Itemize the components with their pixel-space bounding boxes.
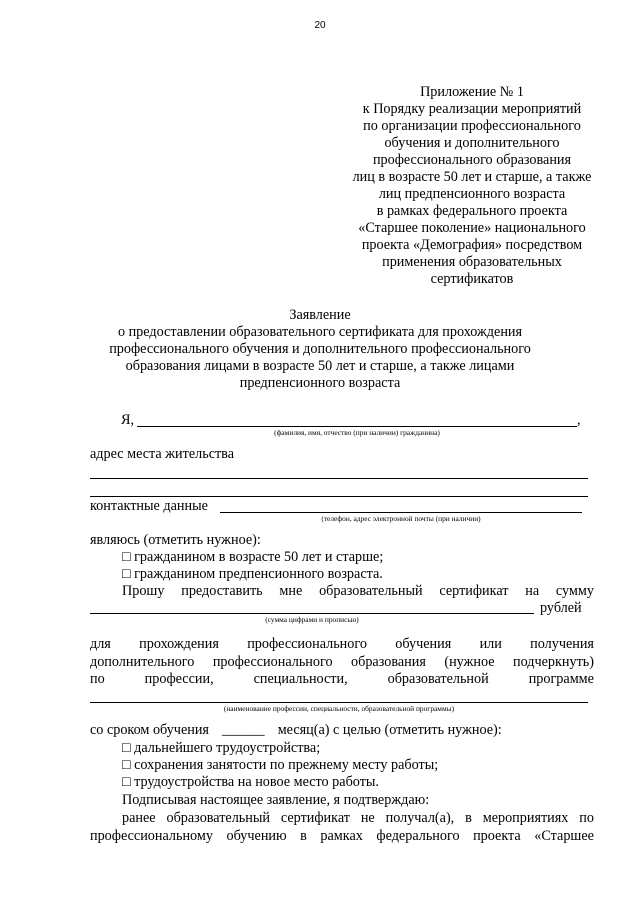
purpose-word: профессионального xyxy=(247,636,367,652)
term-suffix: месяц(а) с целью (отметить нужное): xyxy=(277,722,502,738)
goal-option-new-job[interactable]: □ трудоустройства на новое место работы. xyxy=(122,774,379,790)
confirm-word: «Старшее xyxy=(534,828,594,844)
appendix-line: в рамках федерального проекта xyxy=(376,203,568,219)
appendix-line: сертификатов xyxy=(430,271,514,287)
appendix-line: обучения и дополнительного xyxy=(384,135,560,151)
application-title: Заявление xyxy=(289,307,351,323)
confirm-word: проекта xyxy=(473,828,521,844)
purpose-word: прохождения xyxy=(139,636,219,652)
purpose-line-1 xyxy=(90,636,594,653)
appendix-line: профессионального образования xyxy=(372,152,572,168)
appendix-line: применения образовательных xyxy=(382,254,562,270)
purpose-line-3 xyxy=(90,671,594,688)
confirm-word: мероприятиях xyxy=(482,810,569,826)
i-label: Я, xyxy=(121,412,135,428)
sum-input-line[interactable] xyxy=(90,613,534,614)
sum-hint: (сумма цифрами и прописью) xyxy=(265,615,359,624)
purpose-word: обучения xyxy=(395,636,452,652)
confirm-word: ранее xyxy=(122,810,156,826)
request-word: сумму xyxy=(555,583,594,599)
request-word: Прошу xyxy=(122,583,165,599)
request-line xyxy=(122,583,594,600)
name-input-line[interactable] xyxy=(137,426,577,427)
request-word: предоставить xyxy=(181,583,263,599)
request-word: на xyxy=(525,583,540,599)
confirm-word: сертификат xyxy=(280,810,350,826)
confirm-word: образовательный xyxy=(166,810,270,826)
confirm-line-2 xyxy=(90,828,594,845)
confirm-line-1 xyxy=(122,810,594,827)
confirm-word: в xyxy=(300,828,307,844)
address-label: адрес места жительства xyxy=(90,446,234,462)
request-word: образовательный xyxy=(319,583,423,599)
request-word: сертификат xyxy=(439,583,509,599)
appendix-header xyxy=(322,84,622,288)
appendix-line: Приложение № 1 xyxy=(420,84,524,100)
purpose-line-2: дополнительного профессионального образования (нужное подчеркнуть) xyxy=(90,654,594,670)
appendix-line: лиц предпенсионного возраста xyxy=(378,186,566,202)
purpose-word: или xyxy=(479,636,502,652)
appendix-line: проекта «Демография» посредством xyxy=(361,237,583,253)
confirm-intro: Подписывая настоящее заявление, я подтверждаю: xyxy=(122,792,430,808)
status-option-prepension[interactable]: □ гражданином предпенсионного возраста. xyxy=(122,566,383,582)
confirm-word: получал(а), xyxy=(385,810,455,826)
address-input-line-2[interactable] xyxy=(90,496,588,497)
subtitle-line: о предоставлении образовательного сертификата для прохождения xyxy=(117,324,523,340)
subtitle-line: профессионального обучения и дополнительного профессионального xyxy=(109,341,531,357)
appendix-line: по организации профессионального xyxy=(363,118,581,134)
contact-label: контактные данные xyxy=(90,498,208,514)
address-input-line-1[interactable] xyxy=(90,478,588,479)
confirm-word: не xyxy=(360,810,375,826)
purpose-word: специальности, xyxy=(253,671,348,687)
name-comma: , xyxy=(577,412,581,428)
confirm-word: в xyxy=(465,810,472,826)
being-label: являюсь (отметить нужное): xyxy=(90,532,261,548)
rubles-label: рублей xyxy=(540,600,582,616)
contact-input-line[interactable] xyxy=(220,512,582,513)
status-option-50-plus[interactable]: □ гражданином в возрасте 50 лет и старше; xyxy=(122,549,384,565)
page-number: 20 xyxy=(314,20,326,31)
term-line xyxy=(90,722,502,739)
request-word: мне xyxy=(279,583,303,599)
purpose-word: по xyxy=(90,671,105,687)
purpose-word: программе xyxy=(528,671,594,687)
confirm-word: рамках xyxy=(320,828,363,844)
purpose-word: получения xyxy=(530,636,594,652)
purpose-word: для xyxy=(90,636,111,652)
purpose-word: образовательной xyxy=(387,671,489,687)
confirm-word: обучению xyxy=(226,828,287,844)
confirm-word: по xyxy=(579,810,594,826)
contact-hint: (телефон, адрес электронной почты (при наличии) xyxy=(321,514,481,523)
purpose-word: профессии, xyxy=(144,671,214,687)
confirm-word: профессиональному xyxy=(90,828,213,844)
goal-option-employment[interactable]: □ дальнейшего трудоустройства; xyxy=(122,740,321,756)
program-hint: (наименование профессии, специальности, образовательной программы) xyxy=(223,704,455,713)
program-input-line[interactable] xyxy=(90,702,588,703)
appendix-line: «Старшее поколение» национального xyxy=(358,220,586,236)
appendix-line: к Порядку реализации мероприятий xyxy=(362,101,582,117)
subtitle-line: предпенсионного возраста xyxy=(239,375,401,391)
term-blank[interactable]: ______ xyxy=(222,722,265,738)
appendix-line: лиц в возрасте 50 лет и старше, а также xyxy=(352,169,592,185)
application-subtitle xyxy=(0,324,640,392)
term-prefix: со сроком обучения xyxy=(90,722,209,738)
name-hint: (фамилия, имя, отчество (при наличии) гражданина) xyxy=(274,428,440,437)
confirm-word: федерального xyxy=(376,828,460,844)
goal-option-retain-job[interactable]: □ сохранения занятости по прежнему месту работы; xyxy=(122,757,439,773)
subtitle-line: образования лицами в возрасте 50 лет и старше, а также лицами xyxy=(125,358,515,374)
